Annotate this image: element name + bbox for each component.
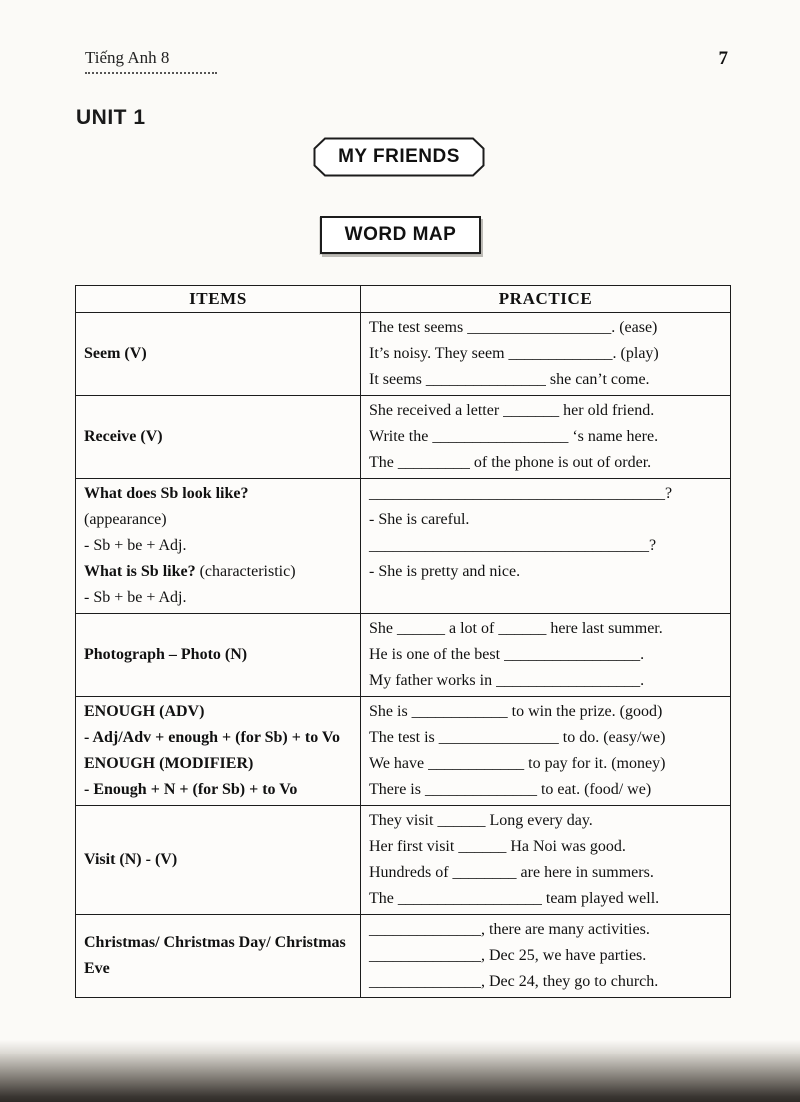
practice-line: They visit ______ Long every day. — [369, 812, 593, 829]
page-number: 7 — [718, 48, 728, 69]
practice-line: He is one of the best _________________. — [369, 646, 645, 663]
unit-title: UNIT 1 — [76, 106, 146, 129]
col-header-items: ITEMS — [76, 286, 361, 313]
item-term: Christmas/ Christmas Day/ Christmas Eve — [84, 934, 346, 977]
topic-title: MY FRIENDS — [338, 146, 460, 167]
practice-line: Write the _________________ ‘s name here. — [369, 428, 659, 445]
practice-line: - She is pretty and nice. — [369, 563, 521, 580]
table-row-visit — [76, 806, 731, 915]
items-cell — [76, 313, 361, 396]
item-formula: - Sb + be + Adj. — [84, 589, 187, 606]
practice-line: The __________________ team played well. — [369, 890, 660, 907]
practice-line: Hundreds of ________ are here in summers. — [369, 864, 654, 881]
practice-line: The test is _______________ to do. (easy/we) — [369, 729, 666, 746]
table-row-receive — [76, 396, 731, 479]
item-term: Seem (V) — [84, 345, 147, 362]
topic-banner — [313, 137, 485, 177]
practice-line: The _________ of the phone is out of order. — [369, 454, 652, 471]
practice-line: She is ____________ to win the prize. (good) — [369, 703, 663, 720]
book-title: Tiếng Anh 8 — [85, 48, 217, 74]
items-cell — [76, 614, 361, 697]
items-cell — [76, 697, 361, 806]
practice-cell — [361, 479, 731, 614]
item-term: Photograph – Photo (N) — [84, 646, 248, 663]
table-row-look-like — [76, 479, 731, 614]
item-term: ENOUGH (MODIFIER) — [84, 755, 254, 772]
practice-line: ___________________________________? — [369, 537, 657, 554]
table-header-row — [76, 286, 731, 313]
item-term-2: What is Sb like? (characteristic) — [84, 563, 296, 580]
practice-cell — [361, 396, 731, 479]
practice-line: ______________, Dec 24, they go to church. — [369, 973, 659, 990]
practice-cell — [361, 614, 731, 697]
practice-line: My father works in __________________. — [369, 672, 645, 689]
scan-edge-fade — [0, 1040, 800, 1054]
practice-line: _____________________________________? — [369, 485, 673, 502]
practice-line: There is ______________ to eat. (food/ we) — [369, 781, 652, 798]
item-formula: - Sb + be + Adj. — [84, 537, 187, 554]
item-term: Visit (N) - (V) — [84, 851, 178, 868]
table-row-christmas — [76, 915, 731, 998]
items-cell — [76, 479, 361, 614]
practice-line: The test seems __________________. (ease) — [369, 319, 658, 336]
page-header — [85, 48, 728, 74]
item-term: What does Sb look like? — [84, 485, 249, 502]
item-term: ENOUGH (ADV) — [84, 703, 205, 720]
practice-line: She ______ a lot of ______ here last summer. — [369, 620, 663, 637]
item-formula: - Enough + N + (for Sb) + to Vo — [84, 781, 298, 798]
items-cell — [76, 915, 361, 998]
items-cell — [76, 396, 361, 479]
practice-line: We have ____________ to pay for it. (money) — [369, 755, 666, 772]
item-term: Receive (V) — [84, 428, 163, 445]
word-map-table — [75, 285, 731, 998]
practice-cell — [361, 313, 731, 396]
item-note: (appearance) — [84, 511, 167, 528]
practice-line: It’s noisy. They seem _____________. (play) — [369, 345, 659, 362]
table-row-enough — [76, 697, 731, 806]
practice-line: It seems _______________ she can’t come. — [369, 371, 650, 388]
table-row-photograph — [76, 614, 731, 697]
scan-edge-artifact — [0, 1054, 800, 1102]
practice-line: She received a letter _______ her old friend. — [369, 402, 655, 419]
practice-cell — [361, 915, 731, 998]
practice-cell — [361, 697, 731, 806]
section-banner: WORD MAP — [320, 216, 481, 254]
table-row-seem — [76, 313, 731, 396]
practice-line: ______________, there are many activities. — [369, 921, 650, 938]
practice-line: ______________, Dec 25, we have parties. — [369, 947, 647, 964]
col-header-practice: PRACTICE — [361, 286, 731, 313]
practice-cell — [361, 806, 731, 915]
item-formula: - Adj/Adv + enough + (for Sb) + to Vo — [84, 729, 340, 746]
practice-line: - She is careful. — [369, 511, 470, 528]
practice-line: Her first visit ______ Ha Noi was good. — [369, 838, 626, 855]
items-cell — [76, 806, 361, 915]
